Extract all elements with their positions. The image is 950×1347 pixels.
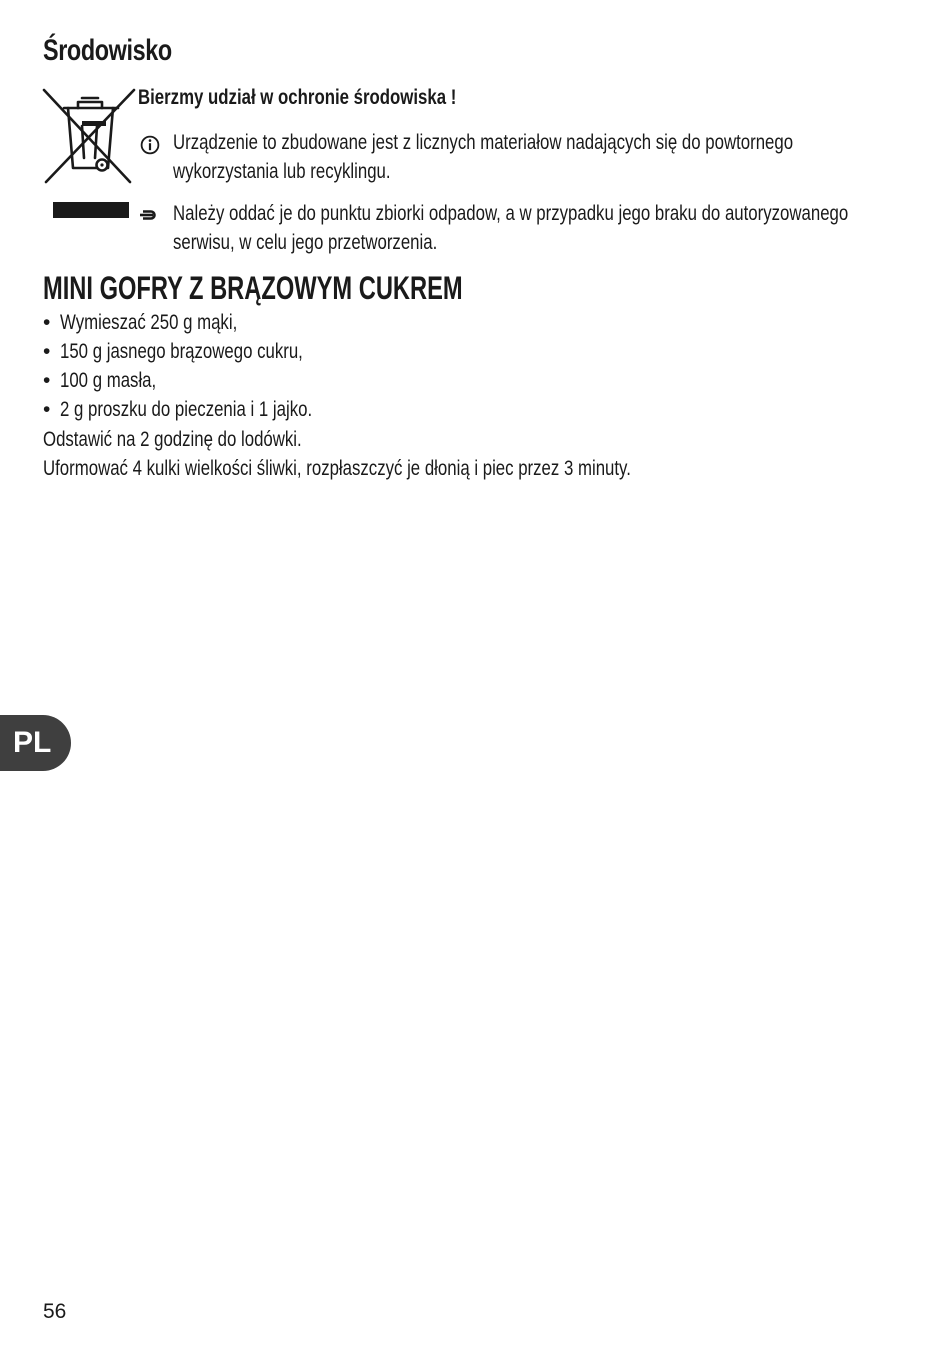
info-icon bbox=[140, 135, 160, 155]
environment-subheading: Bierzmy udział w ochronie środowiska ! bbox=[138, 86, 457, 109]
page-number: 56 bbox=[43, 1300, 67, 1323]
recycling-info-text: Urządzenie to zbudowane jest z licznych materiałow nadających się do powtornego wykorzystania lub recyklingu. bbox=[173, 131, 794, 183]
crossed-out-wheelie-bin-icon bbox=[42, 88, 136, 184]
recipe-title: MINI GOFRY Z BRĄZOWYM CUKREM bbox=[43, 270, 463, 306]
recipe-step-bake: Uformować 4 kulki wielkości śliwki, rozpłaszczyć je dłonią i piec przez 3 minuty. bbox=[43, 457, 631, 480]
language-tab: PL bbox=[0, 715, 71, 771]
weee-marking-bar bbox=[53, 202, 129, 218]
recipe-step-chill: Odstawić na 2 godzinę do lodówki. bbox=[43, 428, 302, 451]
disposal-text: Należy oddać je do punktu zbiorki odpadow, a w przypadku jego braku do autoryzowanego serwisu, w celu jego przetworzenia. bbox=[173, 202, 849, 254]
arrow-right-icon bbox=[140, 205, 160, 225]
section-title: Środowisko bbox=[43, 34, 172, 67]
